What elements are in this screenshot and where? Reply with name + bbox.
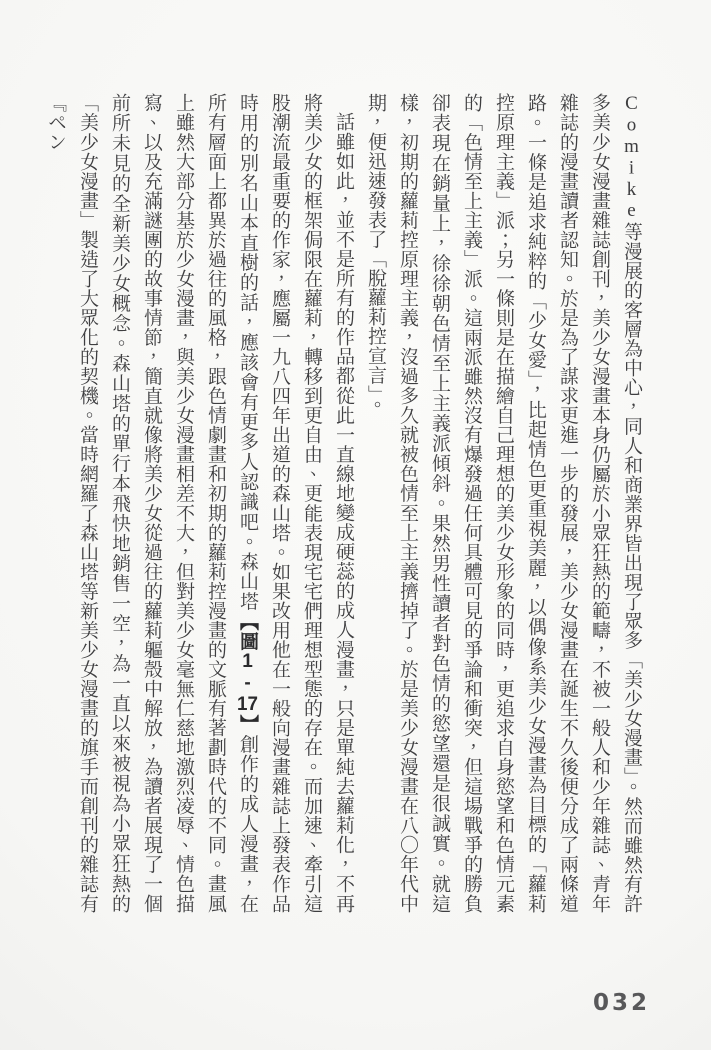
- body-text: [39, 93, 647, 913]
- paragraph-1: [359, 93, 647, 913]
- paragraph-2-text-after: 創作的成人漫畫，在所有層面上都異於過往的風格，跟色情劇畫和初期的蘿莉控漫畫的文脈有著劃時代的不同。畫風上雖然大部分基於少女漫畫，與美少女漫畫相差不大，但對美少女毫無仁慈地激烈凌辱、情色描寫、以及充滿謎團的故事情節，簡直就像將美少女從過往的蘿莉軀殼中解放，為讀者展現了一個前所未見的全新美少女概念。森山塔的單行本飛快地銷售一空，為一直以來被視為小眾狂熱的「美少女漫畫」製造了大眾化的契機。當時網羅了森山塔等新美少女漫畫的旗手而創刊的雜誌有『ペン: [45, 93, 258, 913]
- figure-reference: [237, 611, 258, 734]
- figure-ref-suffix: 】: [237, 714, 258, 735]
- figure-ref-num1: 1: [237, 651, 258, 673]
- paragraph-2: [39, 93, 359, 913]
- paragraph-1-text: Comike等漫展的客層為中心，同人和商業界皆出現了眾多「美少女漫畫」。然而雖然有許多美少女漫畫雜誌創刊，美少女漫畫本身仍屬於小眾狂熱的範疇，不被一般人和少年雜誌、青年雜誌的漫畫讀者認知。於是為了謀求更進一步的發展，美少女漫畫在誕生不久後便分成了兩條道路。一條是追求純粹的「少女愛」，比起情色更重視美麗，以偶像系美少女漫畫為目標的「蘿莉控原理主義」派；另一條則是在描繪自己理想的美少女形象的同時，更追求自身慾望和色情元素的「色情至上主義」派。這兩派雖然沒有爆發過任何具體可見的爭論和衝突，但這場戰爭的勝負卻表現在銷量上，徐徐朝色情至上主義派傾斜。果然男性讀者對色情的慾望還是很誠實。就這樣，初期的蘿莉控原理主義，沒過多久就被色情至上主義擠掉了。於是美少女漫畫在八〇年代中期，便迅速發表了「脫蘿莉控宣言」。: [365, 93, 642, 913]
- page-number: 032: [592, 990, 650, 1016]
- figure-ref-dash: -: [237, 672, 258, 695]
- paragraph-2-text-before: 話雖如此，並不是所有的作品都從此一直線地變成硬蕊的成人漫畫，只是單純去蘿莉化，不再將美少女的框架侷限在蘿莉，轉移到更自由、更能表現宅宅們理想型態的存在。而加速、牽引這股潮流最重要的作家，應屬一九八四年出道的森山塔。如果改用他在一般向漫畫雜誌上發表作品時用的別名山本直樹的話，應該會有更多人認識吧。森山塔: [237, 93, 354, 913]
- figure-ref-num2: 17: [237, 694, 258, 714]
- figure-ref-prefix: 【圖: [237, 611, 258, 652]
